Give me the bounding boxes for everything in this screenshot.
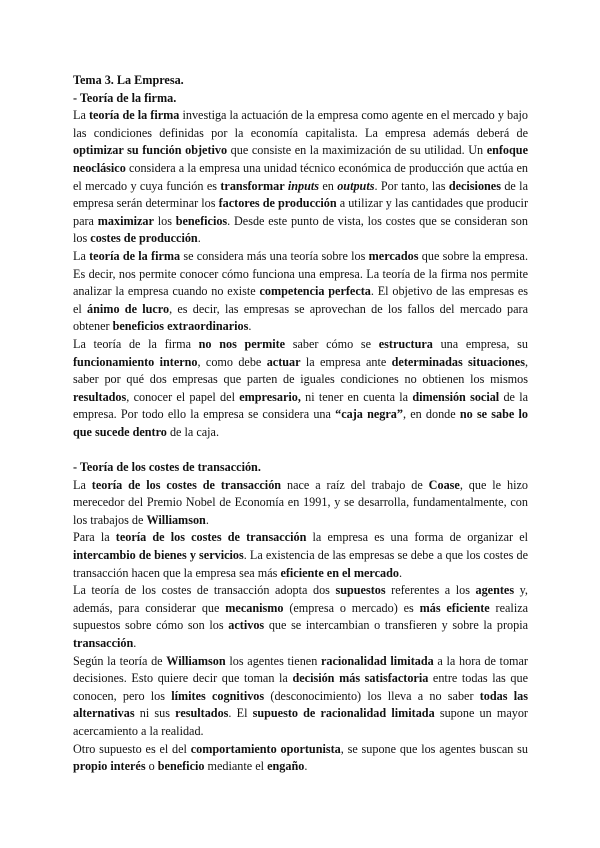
bold-term: mercados: [368, 248, 419, 263]
text-run: La: [73, 477, 92, 492]
text-run: de la caja.: [166, 424, 220, 439]
text-run: investiga la actuación de la empresa como agente en el mercado y bajo las condiciones definidas por la economía capitalista. La empresa además deberá de: [73, 108, 528, 140]
text-run: .: [197, 231, 201, 246]
text-run: .: [304, 759, 308, 774]
text-run: que sobre la empresa. Es decir, nos permite conocer cómo funciona una empresa. La teoría de la firma nos permite analizar la empresa cuando no existe: [73, 248, 528, 299]
bold-term: beneficio: [157, 759, 205, 774]
bold-term: transacción: [73, 636, 134, 650]
text-run: una empresa, su: [432, 336, 528, 351]
section-spacer: [73, 441, 528, 459]
text-run: a la hora de tomar decisiones. Esto quiere decir que toman la: [73, 653, 528, 686]
text-run: , saber por qué dos empresas que parten de iguales condiciones no obtienen los mismos: [73, 354, 528, 387]
text-run: La teoría de la firma: [73, 336, 199, 351]
bold-term: mecanismo: [225, 600, 284, 615]
bold-term: resultados: [175, 706, 229, 721]
text-run: la empresa ante: [300, 354, 392, 369]
bold-term: beneficios: [175, 213, 228, 228]
paragraph: [73, 582, 528, 652]
text-run: en: [318, 178, 338, 193]
bold-term: competencia perfecta: [259, 284, 371, 299]
bold-term: decisión más satisfactoria: [292, 671, 429, 686]
bold-term: resultados: [73, 389, 127, 404]
text-run: (desconocimiento) los lleva a no saber: [264, 688, 480, 703]
bold-term: activos: [228, 618, 265, 633]
text-run: se considera más una teoría sobre los: [180, 248, 369, 263]
text-run: . Por tanto, las: [374, 178, 449, 193]
paragraph: [73, 477, 528, 530]
text-run: , como debe: [197, 354, 267, 369]
bold-term: [288, 179, 319, 193]
text-run: , se supone que los agentes buscan su: [340, 741, 528, 756]
text-run: los: [153, 213, 176, 228]
bold-term: agentes: [475, 583, 515, 598]
text-run: realiza supuestos sobre cómo son los: [73, 600, 529, 633]
section-teoria-costes-transaccion: [73, 459, 528, 776]
paragraph: [73, 653, 528, 741]
paragraph: [73, 336, 528, 442]
bold-term: teoría de la firma: [89, 248, 181, 263]
text-run: . Desde este punto de vista, los costes que se consideran son los: [73, 213, 528, 246]
text-run: Para la: [73, 530, 116, 545]
bold-term: empresario,: [239, 389, 301, 404]
bold-term: beneficios extraordinarios: [112, 319, 249, 334]
text-run: referentes a los: [385, 583, 476, 598]
bold-term: teoría de la firma: [88, 108, 180, 123]
bold-term: determinadas situaciones: [391, 354, 525, 369]
bold-term: decisiones: [448, 178, 501, 193]
section-heading-costes-transaccion: - Teoría de los costes de transacción.: [73, 460, 261, 475]
text-run: .: [399, 565, 403, 580]
bold-term: intercambio de bienes y servicios: [73, 548, 244, 563]
bold-term: supuesto de racionalidad limitada: [252, 706, 435, 721]
paragraph: [73, 107, 528, 248]
bold-term: supuestos: [335, 583, 386, 598]
bold-term: comportamiento oportunista: [190, 741, 341, 756]
text-run: .: [205, 512, 209, 527]
bold-term: teoría de los costes de transacción: [91, 477, 282, 492]
bold-term: Williamson: [146, 512, 206, 527]
bold-term: optimizar su función objetivo: [73, 143, 228, 158]
bold-term: actuar: [266, 354, 301, 369]
text-run: La: [73, 108, 89, 123]
bold-term: transformar: [220, 178, 288, 193]
bold-term: “caja negra”: [335, 407, 403, 422]
text-run: ni sus: [134, 706, 176, 721]
bold-term: costes de producción: [90, 231, 198, 246]
bold-term: eficiente en el mercado: [280, 565, 399, 580]
bold-term: Williamson: [166, 653, 226, 668]
bold-term: no se sabe lo que sucede dentro: [73, 407, 528, 439]
text-run: supone un mayor acercamiento a la realidad.: [73, 706, 528, 738]
text-run: La teoría de los costes de transacción adopta dos: [73, 583, 336, 598]
text-run: . El objetivo de las empresas es el: [73, 284, 528, 316]
text-run: y, además, para considerar que: [73, 583, 528, 615]
text-run: La: [73, 248, 90, 263]
bold-term: funcionamiento interno: [73, 354, 198, 369]
section-teoria-firma: [73, 90, 528, 442]
bold-term: engaño: [267, 759, 305, 774]
text-run: ni tener en cuenta la: [300, 389, 413, 404]
bold-term: ánimo de lucro: [87, 301, 170, 316]
bold-term: enfoque neoclásico: [73, 143, 528, 175]
text-run: entre todas las que conocen, pero los: [73, 671, 528, 703]
text-run: Según la teoría de: [73, 653, 167, 668]
text-run: , en donde: [402, 407, 460, 422]
bold-term: dimensión social: [412, 389, 500, 404]
bold-term: más eficiente: [419, 600, 490, 615]
paragraph: [73, 529, 528, 582]
text-run: de la empresa serán determinar los: [73, 178, 528, 211]
text-run: a utilizar y las cantidades que producir para: [73, 196, 529, 228]
text-run: considera a la empresa una unidad técnico económica de producción que actúa en el mercado y cuya función es: [73, 160, 528, 193]
text-run: los agentes tienen: [225, 653, 321, 668]
bold-term: teoría de los costes de transacción: [115, 530, 307, 545]
text-run: que se intercambian o transfieren y sobre la propia: [264, 618, 528, 633]
text-run: , que le hizo merecedor del Premio Nobel de Economía en 1991, y se desarrolla, fundamentalmente, con los trabajos de: [73, 477, 528, 527]
text-run: la empresa es una forma de organizar el: [306, 530, 528, 545]
bold-term: Coase: [428, 477, 460, 492]
paragraph: [73, 248, 528, 336]
paragraph: [73, 741, 528, 776]
section-heading-teoria-firma: - Teoría de la firma.: [73, 90, 177, 105]
bold-term: propio interés: [73, 759, 146, 774]
text-run: .: [248, 319, 252, 334]
text-run: .: [133, 636, 137, 650]
bold-term: todas las alternativas: [73, 688, 528, 721]
bold-term: límites cognitivos: [171, 688, 265, 703]
text-run: nace a raíz del trabajo de: [281, 477, 429, 492]
text-run: (empresa o mercado) es: [283, 600, 420, 615]
text-run: . La existencia de las empresas se debe a que los costes de transacción hacen que la empresa sea más: [73, 548, 528, 580]
text-run: Otro supuesto es el del: [73, 741, 191, 756]
bold-term: maximizar: [97, 213, 154, 228]
text-run: de la empresa. Por todo ello la empresa se considera una: [73, 389, 528, 422]
bold-term: factores de producción: [218, 196, 337, 211]
emphasis-text: inputs: [287, 178, 319, 193]
text-run: , es decir, las empresas se aprovechan de los fallos del mercado para obtener: [73, 301, 528, 334]
bold-term: no nos permite: [198, 336, 286, 351]
text-run: que consiste en la maximización de su utilidad. Un: [227, 143, 487, 158]
bold-term: racionalidad limitada: [321, 653, 434, 668]
text-run: . El: [228, 706, 253, 721]
bold-term: [337, 179, 374, 193]
text-run: saber cómo se: [285, 336, 379, 351]
text-run: , conocer el papel del: [126, 389, 240, 404]
document-page: [73, 72, 528, 776]
bold-term: estructura: [378, 336, 433, 351]
emphasis-text: outputs: [337, 178, 375, 193]
document-title: Tema 3. La Empresa.: [73, 73, 184, 87]
text-run: mediante el: [204, 759, 268, 774]
text-run: o: [145, 759, 158, 774]
